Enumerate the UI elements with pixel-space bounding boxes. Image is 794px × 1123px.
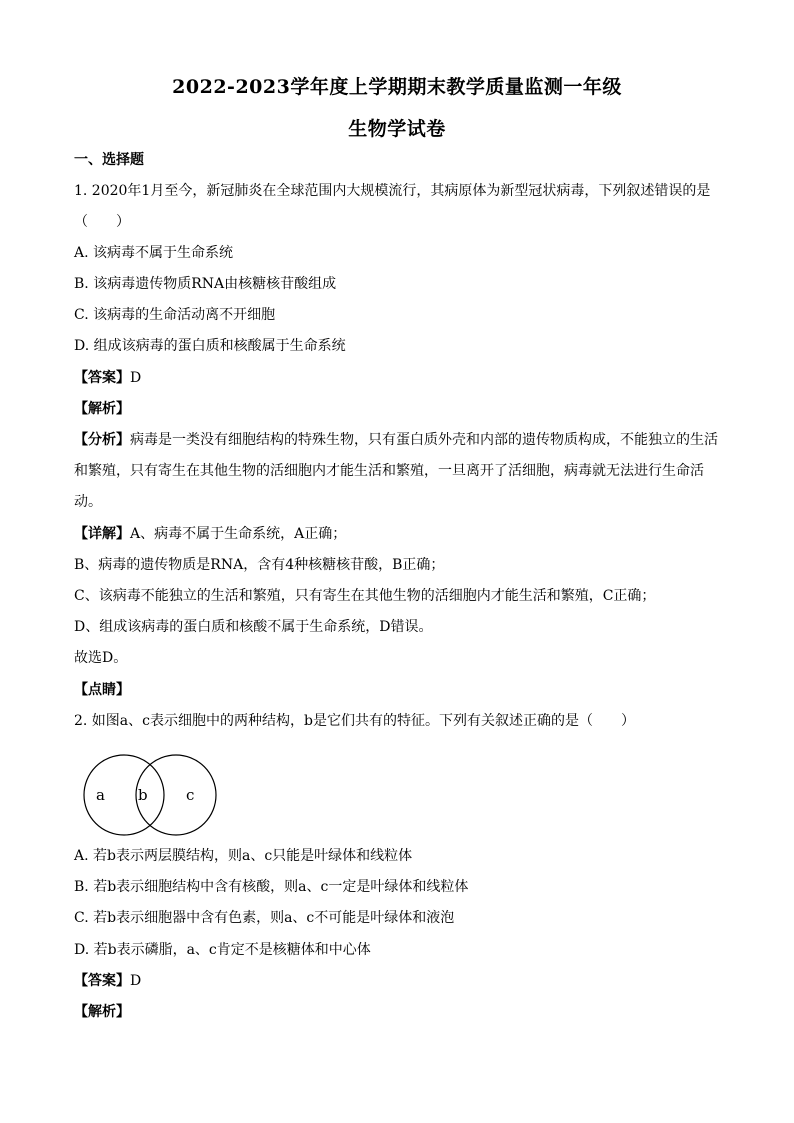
q1-detail-d: D、组成该病毒的蛋白质和核酸不属于生命系统，D错误。 (74, 619, 433, 635)
q2-stem: 2. 如图a、c表示细胞中的两种结构，b是它们共有的特征。下列有关叙述正确的是（ ） (74, 713, 635, 729)
q1-fenxi-label: 【分析】 (74, 432, 130, 448)
q1-option-b: B. 该病毒遗传物质RNA由核糖核苷酸组成 (74, 276, 337, 292)
q1-dianjing-label: 【点睛】 (74, 682, 130, 698)
q2-analysis-label: 【解析】 (74, 1004, 130, 1020)
venn-label-a: a (96, 786, 105, 804)
q1-answer-value: D (130, 370, 142, 386)
q2-answer-value: D (130, 973, 142, 989)
q1-xiangjie-label: 【详解】 (74, 526, 130, 542)
q2-option-d: D. 若b表示磷脂，a、c肯定不是核糖体和中心体 (74, 942, 371, 958)
q1-detail-c: C、该病毒不能独立的生活和繁殖，只有寄生在其他生物的活细胞内才能生活和繁殖，C正确； (74, 588, 656, 604)
q1-stem-line1: 1. 2020年1月至今，新冠肺炎在全球范围内大规模流行，其病原体为新型冠状病毒，下列叙述错误的是 (74, 183, 711, 199)
q2-answer-label: 【答案】 (74, 973, 130, 989)
venn-label-b: b (138, 786, 148, 804)
q1-stem-line2: （ ） (74, 214, 130, 230)
q2-answer (74, 971, 141, 991)
q1-conclusion: 故选D。 (74, 650, 128, 666)
venn-diagram (80, 752, 220, 838)
q1-fenxi-line1 (74, 430, 718, 450)
q2-option-c: C. 若b表示细胞器中含有色素，则a、c不可能是叶绿体和液泡 (74, 910, 455, 926)
exam-subtitle: 生物学试卷 (348, 118, 446, 140)
q1-analysis-label: 【解析】 (74, 401, 130, 417)
exam-title: 2022-2023学年度上学期期末教学质量监测一年级 (172, 76, 622, 98)
section-heading: 一、选择题 (74, 152, 144, 168)
q1-fenxi-line2: 和繁殖，只有寄生在其他生物的活细胞内才能生活和繁殖，一旦离开了活细胞，病毒就无法进行生命活 (74, 463, 704, 479)
q1-xiangjie-text1: A、病毒不属于生命系统，A正确； (130, 526, 347, 542)
venn-circle-c (136, 755, 216, 835)
q1-option-c: C. 该病毒的生命活动离不开细胞 (74, 307, 276, 323)
q1-option-a: A. 该病毒不属于生命系统 (74, 245, 234, 261)
q1-option-d: D. 组成该病毒的蛋白质和核酸属于生命系统 (74, 338, 346, 354)
q1-detail-b: B、病毒的遗传物质是RNA，含有4种核糖核苷酸，B正确； (74, 557, 445, 573)
venn-label-c: c (186, 786, 195, 804)
q1-fenxi-text1: 病毒是一类没有细胞结构的特殊生物，只有蛋白质外壳和内部的遗传物质构成，不能独立的生活 (130, 432, 718, 448)
venn-svg (80, 752, 220, 838)
q2-option-a: A. 若b表示两层膜结构，则a、c只能是叶绿体和线粒体 (74, 848, 413, 864)
q2-option-b: B. 若b表示细胞结构中含有核酸，则a、c一定是叶绿体和线粒体 (74, 879, 469, 895)
q1-xiangjie-line1 (74, 524, 346, 544)
q1-fenxi-line3: 动。 (74, 494, 102, 510)
q1-answer (74, 368, 141, 388)
q1-answer-label: 【答案】 (74, 370, 130, 386)
